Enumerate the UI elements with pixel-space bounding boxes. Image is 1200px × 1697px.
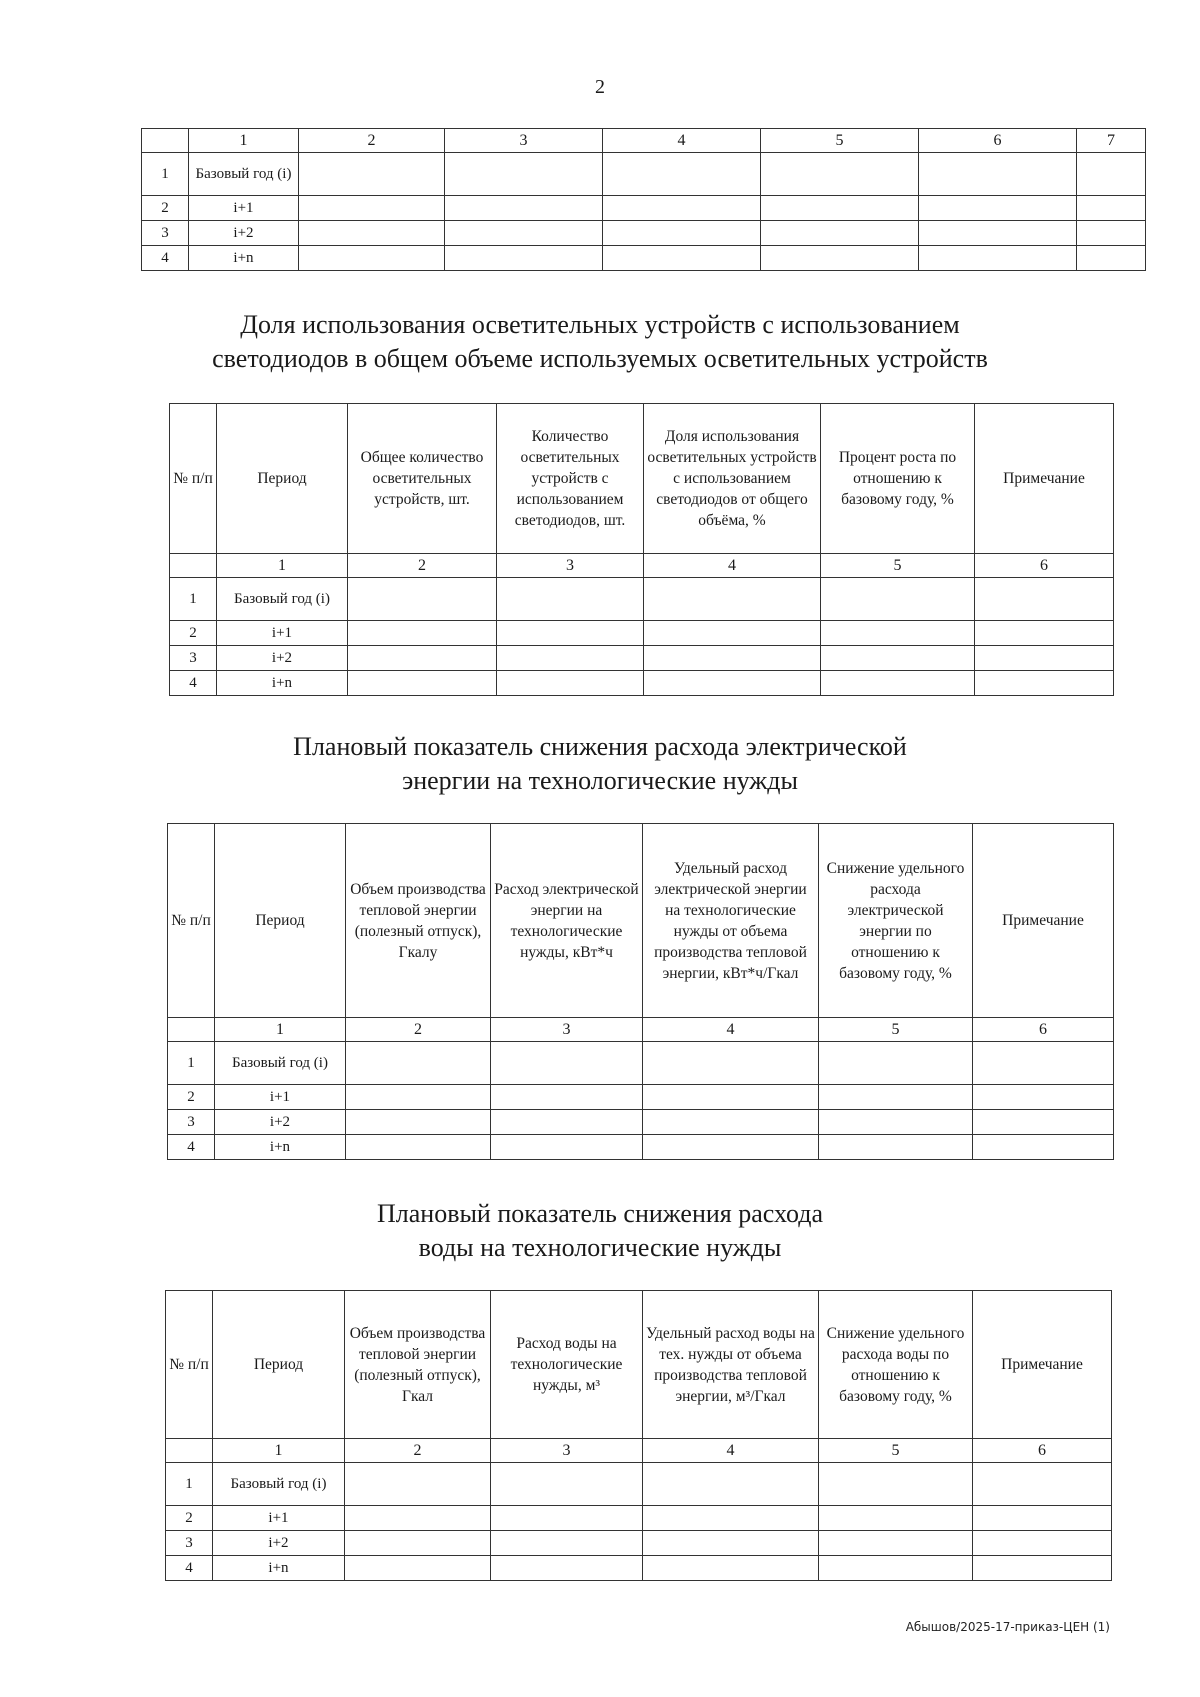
row-number-cell: 3: [166, 1531, 213, 1556]
period-cell: i+1: [213, 1506, 345, 1531]
empty-cell: [761, 221, 919, 246]
empty-cell: [348, 671, 497, 696]
empty-cell: [299, 221, 445, 246]
empty-cell: [346, 1085, 491, 1110]
empty-cell: [445, 221, 603, 246]
empty-cell: [1077, 196, 1146, 221]
row-number-cell: 2: [170, 621, 217, 646]
empty-cell: [345, 1506, 491, 1531]
col-number-cell: 3: [491, 1439, 643, 1463]
table-row: [170, 671, 1114, 696]
empty-cell: [643, 1110, 819, 1135]
empty-cell: [821, 671, 975, 696]
col-number-cell: 6: [919, 129, 1077, 153]
empty-cell: [821, 646, 975, 671]
empty-cell: [445, 153, 603, 196]
empty-cell: [761, 246, 919, 271]
table-row: [142, 196, 1146, 221]
col-number-cell: 4: [603, 129, 761, 153]
empty-cell: [819, 1463, 973, 1506]
period-cell: Базовый год (i): [217, 578, 348, 621]
table-continued: [141, 128, 1146, 271]
header-cell-number: № п/п: [170, 404, 217, 554]
row-number-cell: 1: [168, 1042, 215, 1085]
header-cell-reduction: Снижение удельного расхода электрической энергии по отношению к базовому году, %: [819, 824, 973, 1018]
table-row: [168, 1135, 1114, 1160]
table-row: [170, 578, 1114, 621]
empty-cell: [299, 196, 445, 221]
col-number-cell: 5: [821, 554, 975, 578]
row-number-cell: 2: [142, 196, 189, 221]
empty-cell: [491, 1556, 643, 1581]
col-number-cell: 3: [445, 129, 603, 153]
empty-cell: [603, 196, 761, 221]
empty-cell: [1077, 246, 1146, 271]
col-number-cell: 1: [189, 129, 299, 153]
empty-cell: [919, 196, 1077, 221]
period-cell: i+n: [215, 1135, 346, 1160]
empty-cell: [973, 1042, 1114, 1085]
empty-cell: [348, 621, 497, 646]
header-cell-water-use: Расход воды на технологические нужды, м³: [491, 1291, 643, 1439]
empty-cell: [491, 1463, 643, 1506]
empty-cell: [643, 1042, 819, 1085]
empty-cell: [819, 1506, 973, 1531]
empty-cell: [497, 621, 644, 646]
document-footer-id: Абышов/2025-17-приказ-ЦЕН (1): [905, 1620, 1110, 1634]
empty-cell: [603, 221, 761, 246]
empty-cell: [348, 646, 497, 671]
empty-cell: [497, 578, 644, 621]
empty-cell: [973, 1556, 1112, 1581]
empty-cell: [643, 1135, 819, 1160]
empty-cell: [643, 1085, 819, 1110]
empty-cell: [975, 621, 1114, 646]
table-row: [166, 1463, 1112, 1506]
empty-cell: [346, 1135, 491, 1160]
table-row: [170, 646, 1114, 671]
row-number-cell: 4: [142, 246, 189, 271]
col-number-cell: [142, 129, 189, 153]
header-cell-period: Период: [215, 824, 346, 1018]
period-cell: i+n: [217, 671, 348, 696]
section-title-line: Доля использования осветительных устройств с использованием: [240, 310, 960, 339]
header-cell-heat-output: Объем производства тепловой энергии (полезный отпуск), Гкалу: [346, 824, 491, 1018]
table-row: [170, 621, 1114, 646]
period-cell: i+n: [213, 1556, 345, 1581]
header-cell-number: № п/п: [166, 1291, 213, 1439]
empty-cell: [975, 646, 1114, 671]
row-number-cell: 4: [168, 1135, 215, 1160]
column-number-row: [168, 1018, 1114, 1042]
section-title-water: [0, 1197, 1200, 1265]
col-number-cell: 5: [819, 1439, 973, 1463]
header-cell-electricity-use: Расход электрической энергии на технологические нужды, кВт*ч: [491, 824, 643, 1018]
row-number-cell: 3: [168, 1110, 215, 1135]
row-number-cell: 2: [168, 1085, 215, 1110]
row-number-cell: 3: [170, 646, 217, 671]
header-cell-growth: Процент роста по отношению к базовому году, %: [821, 404, 975, 554]
header-cell-number: № п/п: [168, 824, 215, 1018]
empty-cell: [643, 1463, 819, 1506]
empty-cell: [299, 246, 445, 271]
row-number-cell: 1: [170, 578, 217, 621]
col-number-cell: 5: [761, 129, 919, 153]
empty-cell: [491, 1110, 643, 1135]
empty-cell: [497, 646, 644, 671]
col-number-cell: 6: [973, 1018, 1114, 1042]
header-cell-note: Примечание: [973, 824, 1114, 1018]
table-row: [168, 1110, 1114, 1135]
empty-cell: [973, 1463, 1112, 1506]
col-number-cell: 3: [497, 554, 644, 578]
empty-cell: [973, 1506, 1112, 1531]
empty-cell: [919, 153, 1077, 196]
empty-cell: [346, 1110, 491, 1135]
col-number-cell: 1: [215, 1018, 346, 1042]
column-number-row: [170, 554, 1114, 578]
period-cell: i+1: [217, 621, 348, 646]
header-cell-specific-water: Удельный расход воды на тех. нужды от объема производства тепловой энергии, м³/Гкал: [643, 1291, 819, 1439]
empty-cell: [491, 1135, 643, 1160]
empty-cell: [345, 1531, 491, 1556]
header-cell-total: Общее количество осветительных устройств, шт.: [348, 404, 497, 554]
empty-cell: [643, 1506, 819, 1531]
section-title-line: Плановый показатель снижения расхода: [376, 1199, 823, 1228]
row-number-cell: 4: [170, 671, 217, 696]
header-cell-note: Примечание: [975, 404, 1114, 554]
col-number-cell: 1: [213, 1439, 345, 1463]
empty-cell: [643, 1556, 819, 1581]
period-cell: i+2: [213, 1531, 345, 1556]
empty-cell: [1077, 221, 1146, 246]
table-led-share: [169, 403, 1114, 696]
header-cell-led-count: Количество осветительных устройств с использованием светодиодов, шт.: [497, 404, 644, 554]
empty-cell: [603, 153, 761, 196]
header-cell-period: Период: [217, 404, 348, 554]
empty-cell: [644, 578, 821, 621]
empty-cell: [644, 621, 821, 646]
header-row: [166, 1291, 1112, 1439]
empty-cell: [491, 1506, 643, 1531]
row-number-cell: 4: [166, 1556, 213, 1581]
empty-cell: [819, 1042, 973, 1085]
col-number-cell: [166, 1439, 213, 1463]
col-number-cell: 4: [643, 1018, 819, 1042]
row-number-cell: 3: [142, 221, 189, 246]
empty-cell: [973, 1110, 1114, 1135]
empty-cell: [973, 1135, 1114, 1160]
header-cell-reduction: Снижение удельного расхода воды по отношению к базовому году, %: [819, 1291, 973, 1439]
row-number-cell: 1: [142, 153, 189, 196]
header-cell-heat-output: Объем производства тепловой энергии (полезный отпуск), Гкал: [345, 1291, 491, 1439]
table-row: [142, 221, 1146, 246]
empty-cell: [819, 1531, 973, 1556]
empty-cell: [346, 1042, 491, 1085]
table-row: [142, 246, 1146, 271]
table-row: [166, 1506, 1112, 1531]
table-row: [168, 1042, 1114, 1085]
empty-cell: [973, 1531, 1112, 1556]
col-number-cell: 2: [346, 1018, 491, 1042]
empty-cell: [497, 671, 644, 696]
empty-cell: [491, 1042, 643, 1085]
header-cell-note: Примечание: [973, 1291, 1112, 1439]
period-cell: i+2: [189, 221, 299, 246]
column-number-row: [142, 129, 1146, 153]
period-cell: i+2: [217, 646, 348, 671]
table-row: [142, 153, 1146, 196]
col-number-cell: 6: [975, 554, 1114, 578]
period-cell: Базовый год (i): [189, 153, 299, 196]
empty-cell: [345, 1556, 491, 1581]
col-number-cell: [170, 554, 217, 578]
page-number: 2: [595, 76, 605, 98]
period-cell: Базовый год (i): [213, 1463, 345, 1506]
section-title-led-share: [0, 308, 1200, 376]
empty-cell: [643, 1531, 819, 1556]
empty-cell: [644, 646, 821, 671]
table-row: [166, 1556, 1112, 1581]
header-row: [170, 404, 1114, 554]
header-row: [168, 824, 1114, 1018]
table-row: [166, 1531, 1112, 1556]
empty-cell: [603, 246, 761, 271]
table-water: [165, 1290, 1112, 1581]
empty-cell: [445, 246, 603, 271]
empty-cell: [761, 153, 919, 196]
empty-cell: [919, 246, 1077, 271]
header-cell-period: Период: [213, 1291, 345, 1439]
section-title-line: светодиодов в общем объеме используемых осветительных устройств: [212, 344, 988, 373]
section-title-electricity: [0, 730, 1200, 798]
row-number-cell: 1: [166, 1463, 213, 1506]
empty-cell: [819, 1135, 973, 1160]
empty-cell: [299, 153, 445, 196]
empty-cell: [819, 1110, 973, 1135]
period-cell: Базовый год (i): [215, 1042, 346, 1085]
empty-cell: [919, 221, 1077, 246]
empty-cell: [821, 621, 975, 646]
period-cell: i+1: [189, 196, 299, 221]
empty-cell: [975, 671, 1114, 696]
col-number-cell: [168, 1018, 215, 1042]
empty-cell: [644, 671, 821, 696]
section-title-line: Плановый показатель снижения расхода электрической: [293, 732, 907, 761]
section-title-line: воды на технологические нужды: [418, 1233, 782, 1262]
period-cell: i+n: [189, 246, 299, 271]
row-number-cell: 2: [166, 1506, 213, 1531]
col-number-cell: 2: [348, 554, 497, 578]
empty-cell: [491, 1085, 643, 1110]
period-cell: i+1: [215, 1085, 346, 1110]
empty-cell: [821, 578, 975, 621]
col-number-cell: 1: [217, 554, 348, 578]
empty-cell: [348, 578, 497, 621]
col-number-cell: 2: [299, 129, 445, 153]
col-number-cell: 6: [973, 1439, 1112, 1463]
table-row: [168, 1085, 1114, 1110]
empty-cell: [819, 1085, 973, 1110]
col-number-cell: 4: [643, 1439, 819, 1463]
period-cell: i+2: [215, 1110, 346, 1135]
empty-cell: [491, 1531, 643, 1556]
table-electricity: [167, 823, 1114, 1160]
empty-cell: [1077, 153, 1146, 196]
header-cell-specific-electricity: Удельный расход электрической энергии на технологические нужды от объема производства тепловой энергии, кВт*ч/Гкал: [643, 824, 819, 1018]
col-number-cell: 7: [1077, 129, 1146, 153]
header-cell-led-share: Доля использования осветительных устройств с использованием светодиодов от общего объёма, %: [644, 404, 821, 554]
empty-cell: [761, 196, 919, 221]
col-number-cell: 5: [819, 1018, 973, 1042]
section-title-line: энергии на технологические нужды: [402, 766, 798, 795]
empty-cell: [445, 196, 603, 221]
col-number-cell: 3: [491, 1018, 643, 1042]
empty-cell: [973, 1085, 1114, 1110]
empty-cell: [819, 1556, 973, 1581]
empty-cell: [975, 578, 1114, 621]
empty-cell: [345, 1463, 491, 1506]
column-number-row: [166, 1439, 1112, 1463]
col-number-cell: 4: [644, 554, 821, 578]
col-number-cell: 2: [345, 1439, 491, 1463]
